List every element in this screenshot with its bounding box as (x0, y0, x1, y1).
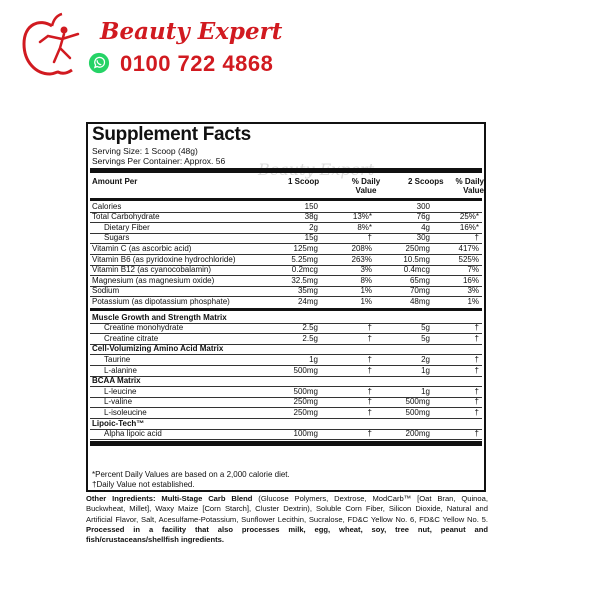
allergen-statement: Processed in a facility that also processes milk, egg, wheat, soy, tree nut, peanut and fish/crustaceans/shellfish ingredients. (86, 524, 488, 545)
supplement-facts-panel (86, 122, 486, 492)
amount-1-scoop: 5.25mg (291, 254, 318, 264)
section-title: Cell-Volumizing Amino Acid Matrix (92, 344, 224, 354)
amount-2-scoops: 500mg (405, 407, 430, 417)
section-title: Lipoic-Tech™ (92, 418, 145, 428)
amount-2-scoops: 4g (421, 222, 430, 232)
amount-1-scoop: 35mg (297, 286, 318, 296)
daily-value-2: 16%* (459, 222, 479, 232)
row-name: Creatine monohydrate (104, 323, 184, 333)
daily-value-2: 3% (467, 286, 479, 296)
amount-2-scoops: 76g (416, 212, 430, 222)
brand-header (18, 10, 283, 80)
amount-2-scoops: 1g (421, 386, 430, 396)
amount-per-header: Amount Per (92, 177, 138, 186)
daily-value-2: 25%* (459, 212, 479, 222)
amount-1-scoop: 500mg (293, 386, 318, 396)
phone-number[interactable]: 0100 722 4868 (120, 51, 274, 76)
amount-1-scoop: 0.2mcg (291, 265, 318, 275)
daily-value-2: 417% (458, 243, 479, 253)
other-ingredients (86, 494, 488, 545)
daily-value-1: 8%* (357, 222, 372, 232)
daily-value-1: † (367, 233, 372, 243)
amount-2-scoops: 5g (421, 333, 430, 343)
amount-2-scoops: 5g (421, 323, 430, 333)
amount-2-scoops: 250mg (405, 243, 430, 253)
row-name: Calories (92, 201, 122, 211)
amount-2-scoops: 300 (416, 201, 430, 211)
col-1-scoop-header: 1 Scoop (288, 177, 320, 186)
amount-1-scoop: 2.5g (302, 323, 318, 333)
amount-2-scoops: 1g (421, 365, 430, 375)
amount-2-scoops: 0.4mcg (403, 265, 430, 275)
row-name: L-alanine (104, 365, 137, 375)
divider (90, 308, 482, 311)
amount-1-scoop: 15g (304, 233, 318, 243)
daily-value-2: 1% (467, 296, 479, 306)
amount-2-scoops: 30g (416, 233, 430, 243)
ingredients-list: (Glucose Polymers, Dextrose, ModCarb™ [Oat Bran, Quinoa, Buckwheat, Millet], Waxy Maize [Corn Starch], Cluster Dextrin), Soluble Corn Fiber, Silicon Dioxide, Natural and Artificial Flavor, Salt, Acesulfame-Potassium, Sunflower Lecithin, Sucralose, FD&C Yellow No. 6, FD&C Yellow No. 5. (86, 494, 488, 524)
footnote-daily-values: *Percent Daily Values are based on a 2,000 calorie diet. (92, 470, 290, 479)
daily-value-1: 3% (360, 265, 372, 275)
amount-1-scoop: 100mg (293, 429, 318, 439)
daily-value-1: 263% (351, 254, 372, 264)
brand-name: Beauty Expert (100, 18, 283, 45)
nutrient-row (90, 429, 482, 441)
row-name: Dietary Fiber (104, 222, 150, 232)
amount-2-scoops: 70mg (409, 286, 430, 296)
amount-2-scoops: 500mg (405, 397, 430, 407)
daily-value-2: † (474, 365, 479, 375)
amount-1-scoop: 250mg (293, 407, 318, 417)
daily-value-1: † (367, 386, 372, 396)
daily-value-2: 16% (462, 275, 479, 285)
row-name: Vitamin C (as ascorbic acid) (92, 243, 192, 253)
panel-title: Supplement Facts (92, 124, 251, 145)
row-name: L-leucine (104, 386, 137, 396)
daily-value-1: 13%* (352, 212, 372, 222)
amount-2-scoops: 65mg (409, 275, 430, 285)
daily-value-2: † (474, 386, 479, 396)
servings-per-container: Servings Per Container: Approx. 56 (92, 156, 226, 166)
daily-value-1: † (367, 429, 372, 439)
daily-value-2: † (474, 354, 479, 364)
other-ingredients-label: Other Ingredients: (86, 494, 156, 503)
daily-value-2: † (474, 397, 479, 407)
daily-value-1: † (367, 323, 372, 333)
divider (90, 168, 482, 173)
col-daily-value-1-header: % Daily Value (351, 177, 381, 195)
row-name: Potassium (as dipotassium phosphate) (92, 296, 230, 306)
row-name: L-isoleucine (104, 407, 147, 417)
amount-1-scoop: 32.5mg (291, 275, 318, 285)
section-title: Muscle Growth and Strength Matrix (92, 312, 227, 322)
daily-value-2: 525% (458, 254, 479, 264)
daily-value-1: 1% (360, 286, 372, 296)
daily-value-1: 208% (351, 243, 372, 253)
row-name: Alpha lipoic acid (104, 429, 162, 439)
row-name: Magnesium (as magnesium oxide) (92, 275, 215, 285)
daily-value-2: 7% (467, 265, 479, 275)
serving-size: Serving Size: 1 Scoop (48g) (92, 146, 198, 156)
daily-value-1: † (367, 333, 372, 343)
row-name: Taurine (104, 354, 131, 364)
amount-2-scoops: 10.5mg (403, 254, 430, 264)
row-name: Vitamin B12 (as cyanocobalamin) (92, 265, 212, 275)
daily-value-1: 1% (360, 296, 372, 306)
daily-value-1: † (367, 407, 372, 417)
row-name: Creatine citrate (104, 333, 159, 343)
col-2-scoops-header: 2 Scoops (408, 177, 444, 186)
col-daily-value-2-header: % Daily Value (455, 177, 484, 195)
row-name: Total Carbohydrate (92, 212, 160, 222)
daily-value-2: † (474, 233, 479, 243)
amount-2-scoops: 200mg (405, 429, 430, 439)
daily-value-2: † (474, 407, 479, 417)
daily-value-2: † (474, 333, 479, 343)
whatsapp-icon[interactable] (88, 52, 110, 74)
daily-value-1: † (367, 365, 372, 375)
daily-value-1: 8% (360, 275, 372, 285)
amount-2-scoops: 48mg (409, 296, 430, 306)
amount-1-scoop: 2g (309, 222, 318, 232)
carb-blend-label: Multi-Stage Carb Blend (161, 494, 253, 503)
section-title: BCAA Matrix (92, 376, 141, 386)
row-name: Sugars (104, 233, 130, 243)
divider (90, 441, 482, 446)
apple-dancer-logo-icon (18, 12, 88, 78)
daily-value-1: † (367, 354, 372, 364)
amount-1-scoop: 250mg (293, 397, 318, 407)
daily-value-2: † (474, 429, 479, 439)
amount-1-scoop: 24mg (297, 296, 318, 306)
daily-value-1: † (367, 397, 372, 407)
amount-2-scoops: 2g (421, 354, 430, 364)
daily-value-2: † (474, 323, 479, 333)
amount-1-scoop: 1g (309, 354, 318, 364)
amount-1-scoop: 38g (304, 212, 318, 222)
nutrient-row (90, 296, 482, 307)
amount-1-scoop: 2.5g (302, 333, 318, 343)
row-name: L-valine (104, 397, 133, 407)
amount-1-scoop: 125mg (293, 243, 318, 253)
amount-1-scoop: 500mg (293, 365, 318, 375)
footnote-not-established: †Daily Value not established. (92, 480, 195, 489)
row-name: Vitamin B6 (as pyridoxine hydrochloride) (92, 254, 236, 264)
row-name: Sodium (92, 286, 120, 296)
amount-1-scoop: 150 (304, 201, 318, 211)
